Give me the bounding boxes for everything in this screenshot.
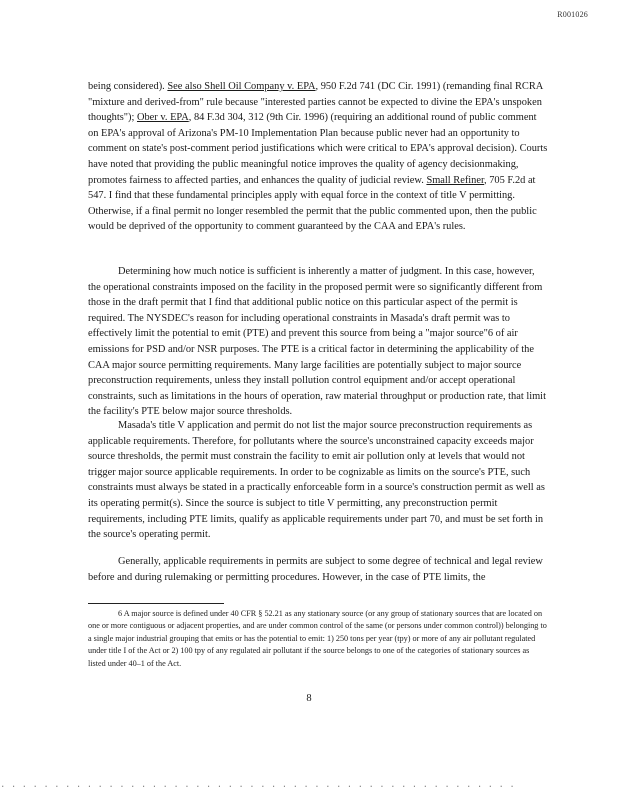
paragraph-text: , 84 F.3d 304, 312 (9th Cir. 1996) (requiring an additional round of public comment on EPA's approval of Arizona's PM-10 Implementation Plan because public never had an opportunity to comment on state's post-comment period justifications which were critical to EPA's approval decision). Courts have noted that providing the public meaningful notice improves the quality of agency decisionmaking, promotes fairness to affected parties, and enhances the quality of judicial review. [88,112,548,186]
scan-artifact-dots: . . . . . . . . . . . . . . . . . . . . . . . . . . . . . . . . . . . . . . . . . . . . . . . . [0,780,515,790]
paragraph-text: being considered). [88,81,168,92]
paragraph-text: Masada's title V application and permit do not list the major source preconstruction requirements as applicable requirements. Therefore, for pollutants where the source's unconstrained capacity exceeds major source thresholds, the permit must constrain the facility to emit air pollution only at levels that would not trigger major source applicable requirements. In order to be cognizable as limits on the source's PTE, such constraints must always be stated in a practically enforceable form in a source's construction permit as well as its operating permit(s). Since the source is subject to title V permitting, any preconstruction permit requirements, including PTE limits, qualify as applicable requirements under part 70, and must be set forth in the source's operating permit. [88,420,545,541]
paragraph-text: , 705 F.2d at 547. I find that these fundamental principles apply with equal force in the context of title V permitting. Otherwise, if a final permit no longer resembled the permit that the public commented upon, then the public would be deprived of the opportunity to comment guaranteed by the CAA and EPA's rules. [88,174,537,233]
paragraph-4 [88,554,548,585]
footnote-6: 6 A major source is defined under 40 CFR § 52.21 as any stationary source (or any group of stationary sources that are located on one or more contiguous or adjacent properties, and are under common control of the same (or persons under common control)) belonging to a single major industrial grouping that emits or has the potential to emit: 1) 250 tons per year (tpy) or more of any air pollutant regulated under title I of the Act or 2) 100 tpy of any regulated air pollutant if the source belongs to one of the categories of stationary sources as listed under 40–1 of the Act. [88,609,547,668]
paragraph-text: Generally, applicable requirements in permits are subject to some degree of technical and legal review before and during rulemaking or permitting procedures. However, in the case of PTE limits, the [88,556,543,583]
case-citation-ober: Ober v. EPA [136,112,189,124]
paragraph-text: Determining how much notice is sufficient is inherently a matter of judgment. In this case, however, the operational constraints imposed on the facility in the proposed permit were so significantly different from those in the draft permit that I find that additional public notice on this particular aspect of the permit is required. The NYSDEC's reason for including operational constraints in Masada's draft permit was to effectively limit the potential to emit (PTE) and prevent this source from being a "major source"6 of air emissions for PSD and/or NSR purposes. The PTE is a critical factor in determining the applicability of the CAA major source permitting requirements. Many large facilities are potentially subject to major source preconstruction requirements, unless they install pollution control equipment and/or accept operational constraints, such as limitations in the hours of operation, raw material throughput or production rate, that limit the facility's PTE below major source thresholds. [88,266,546,418]
page-number: 8 [306,693,312,704]
paragraph-2 [88,264,548,420]
document-id: R001026 [557,10,588,19]
case-citation-shell-oil: See also Shell Oil Company v. EPA [167,81,316,92]
footnote-divider [88,603,224,604]
paragraph-text: , 950 F.2d 741 (DC Cir. 1991) (remanding final RCRA "mixture and derived-from" rule because "interested parties cannot be expected to divine the EPA's unspoken thoughts"); [88,81,543,124]
paragraph-1 [88,79,548,235]
paragraph-3 [88,418,548,543]
case-citation-small-refiner: Small Refiner [426,174,485,186]
